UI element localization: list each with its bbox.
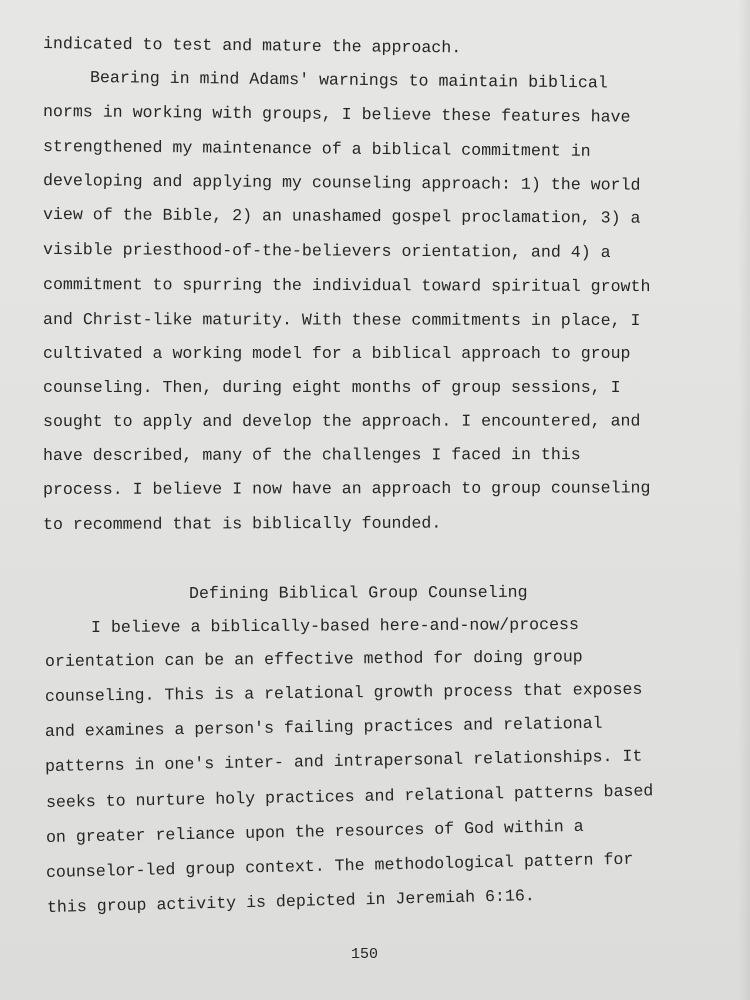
text-line-p2-3: counseling. This is a relational growth process that exposes <box>44 679 643 706</box>
text-line-p2-6: seeks to nurture holy practices and relational patterns based <box>45 781 654 812</box>
text-line-p1-1: indicated to test and mature the approach. <box>42 34 462 58</box>
text-line-p1-12: sought to apply and develop the approach. I encountered, and <box>42 411 641 431</box>
text-line-p1-5: developing and applying my counseling approach: 1) the world <box>42 171 641 195</box>
text-line-p2-1: I believe a biblically-based here-and-now/process <box>90 615 579 637</box>
text-line-p2-7: on greater reliance upon the resources of God within a <box>45 816 584 847</box>
text-line-p1-8: commitment to spurring the individual toward spiritual growth <box>42 275 651 297</box>
text-line-p1-9: and Christ-like maturity. With these commitments in place, I <box>42 310 641 331</box>
text-line-p1-4: strengthened my maintenance of a biblical commitment in <box>42 137 591 161</box>
text-line-p2-5: patterns in one's inter- and intrapersonal relationships. It <box>44 746 643 776</box>
text-line-p1-15: to recommend that is biblically founded. <box>42 513 442 534</box>
text-line-p2-8: counselor-led group context. The methodological pattern for <box>45 849 634 882</box>
text-line-p1-3: norms in working with groups, I believe these features have <box>42 102 631 127</box>
text-line-p1-13: have described, many of the challenges I faced in this <box>42 445 581 465</box>
text-line-p2-4: and examines a person's failing practices and relational <box>44 713 603 741</box>
text-line-p2-9: this group activity is depicted in Jeremiah 6:16. <box>46 886 536 917</box>
page-number: 150 <box>351 946 379 963</box>
text-line-p2-2: orientation can be an effective method for doing group <box>44 647 583 671</box>
text-line-p1-6: view of the Bible, 2) an unashamed gospel proclamation, 3) a <box>42 205 641 228</box>
text-line-p1-11: counseling. Then, during eight months of group sessions, I <box>43 378 621 397</box>
text-line-p1-7: visible priesthood-of-the-believers orientation, and 4) a <box>42 240 611 262</box>
section-heading: Defining Biblical Group Counseling <box>188 582 528 603</box>
text-line-p1-10: cultivated a working model for a biblical approach to group <box>43 344 631 363</box>
text-line-p1-14: process. I believe I now have an approach to group counseling <box>42 478 651 499</box>
text-line-p1-2: Bearing in mind Adams' warnings to maintain biblical <box>89 68 608 93</box>
